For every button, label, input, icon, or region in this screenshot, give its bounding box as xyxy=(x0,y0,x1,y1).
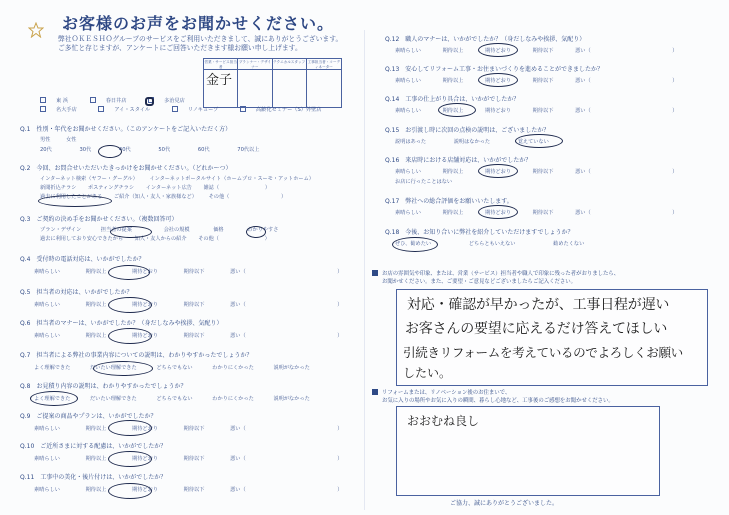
option-bad[interactable]: 悪い（ xyxy=(230,269,246,275)
option-no-explanation[interactable]: 説明がなかった xyxy=(273,365,310,371)
logo-mark xyxy=(28,22,44,38)
staff-header-construction: 工事担当者・コーディネーター xyxy=(307,60,341,69)
comment2-bullet-icon xyxy=(372,389,378,395)
intro-text xyxy=(58,35,342,53)
option-company-size[interactable]: 会社の規模 xyxy=(163,227,190,233)
option-above[interactable]: 期待以上 xyxy=(85,487,107,493)
question-q15 xyxy=(385,127,549,145)
question-label: Q.4 受付時の電話対応は、いかがでしたか？ xyxy=(20,256,145,263)
question-label: Q.16 来店時における店舗対応は、いかがでしたか？ xyxy=(385,157,532,164)
option-undecided[interactable]: どちらともいえない xyxy=(468,241,516,247)
option-excellent[interactable]: 素晴らしい xyxy=(34,456,60,462)
page-title: お客様のお声をお聞かせください。 xyxy=(62,14,335,33)
option-mostly-understood[interactable]: だいたい理解できた xyxy=(89,365,137,371)
question-label: Q.5 担当者の対応は、いかがでしたか？ xyxy=(20,289,133,296)
option-other-close: ） xyxy=(264,236,270,242)
option-below[interactable]: 期待以下 xyxy=(183,426,205,432)
option-excellent[interactable]: 素晴らしい xyxy=(395,48,421,54)
option-above[interactable]: 期待以上 xyxy=(85,456,107,462)
option-30s[interactable]: 30代 xyxy=(79,147,92,153)
comment1-hand-line-3: 引続きリフォームを考えているのでよろしくお願い xyxy=(403,345,683,360)
option-magazine[interactable]: 雑誌（ xyxy=(203,185,220,191)
option-below[interactable]: 期待以下 xyxy=(183,269,205,275)
option-expected[interactable]: 期待どおり xyxy=(132,456,158,462)
option-hard-to-understand[interactable]: わかりにくかった xyxy=(212,365,254,371)
question-q5 xyxy=(20,289,343,308)
option-excellent[interactable]: 素晴らしい xyxy=(395,108,421,114)
option-staff-proposal[interactable]: 担当者の提案 xyxy=(100,227,132,233)
option-excellent[interactable]: 素晴らしい xyxy=(395,78,421,84)
question-label: Q.3 ご契約の決め手をお聞かせください。（複数回答可） xyxy=(20,216,178,223)
question-label: Q.17 弊社への総合評価をお願いいたします。 xyxy=(385,198,513,205)
option-expected[interactable]: 期待どおり xyxy=(132,333,158,339)
question-label: Q.7 担当者による弊社の事業内容についての説明は、わかりやすかったでしょうか？ xyxy=(20,352,253,359)
option-not-recommend[interactable]: 勧めたくない xyxy=(553,241,585,247)
question-label: Q.1 性別・年代をお聞かせください。（このアンケートをご記入いただく方） xyxy=(20,126,232,133)
option-above[interactable]: 期待以上 xyxy=(442,169,464,175)
option-expected[interactable]: 期待どおり xyxy=(485,108,511,114)
option-bad[interactable]: 悪い（ xyxy=(575,210,591,216)
comment2-hand-line-1: おおむね良し xyxy=(407,414,480,428)
option-neutral[interactable]: どちらでもない xyxy=(156,365,193,371)
store-label: リノキューブ xyxy=(187,107,219,113)
question-q7 xyxy=(20,352,310,371)
option-friend-referral[interactable]: 知人・友人からの紹介 xyxy=(134,236,187,242)
question-label: Q.10 ご近所さまに対する配慮は、いかがでしたか？ xyxy=(20,443,167,450)
option-expected[interactable]: 期待どおり xyxy=(132,487,158,493)
question-label: Q.8 お見積り内容の説明は、わかりやすかったでしょうか？ xyxy=(20,383,187,390)
option-expected[interactable]: 期待どおり xyxy=(132,426,158,432)
option-above[interactable]: 期待以上 xyxy=(85,269,107,275)
option-not-explained[interactable]: 説明はなかった xyxy=(453,139,491,145)
option-neutral[interactable]: どちらでもない xyxy=(156,396,193,402)
comment2-prompt-line-2: お気に入りの場所やお気に入りの瞬間、暮らし心地など、工事後のご感想をお聞かせください。 xyxy=(382,398,614,404)
staff-header-technical: テクニカルスタッフ xyxy=(273,59,307,70)
option-bad[interactable]: 悪い（ xyxy=(230,487,246,493)
question-label: Q.9 ご提案の商品やプランは、いかがでしたか？ xyxy=(20,413,157,420)
option-below[interactable]: 期待以下 xyxy=(183,456,205,462)
footer-thanks: ご協力、誠にありがとうございました。 xyxy=(450,500,559,507)
option-dont-remember[interactable]: 覚えていない xyxy=(517,139,549,145)
option-bad-close: ） xyxy=(672,169,678,175)
intro-line-1: 弊社ＯＫＥＳＨＯグループのサービスをご利用いただきまして、誠にありがとうございます。 xyxy=(58,35,343,43)
store-label: 東 浜 xyxy=(56,98,69,104)
option-bad[interactable]: 悪い（ xyxy=(230,426,246,432)
question-q4 xyxy=(20,256,343,275)
option-below[interactable]: 期待以下 xyxy=(532,108,554,114)
option-understood-well[interactable]: よく理解できた xyxy=(34,396,71,402)
question-label: Q.15 お引渡し時に次回の点検の説明は、ございましたか？ xyxy=(385,127,550,134)
option-bad[interactable]: 悪い（ xyxy=(575,78,591,84)
question-label: Q.14 工事の仕上がり具合は、いかがでしたか？ xyxy=(385,96,520,103)
option-hard-to-understand[interactable]: わかりにくかった xyxy=(212,396,254,402)
store-checkbox[interactable] xyxy=(240,106,246,112)
option-60s[interactable]: 60代 xyxy=(197,147,210,153)
store-label: 高齢化セミナー（S）外壁店 xyxy=(255,107,322,113)
option-mostly-understood[interactable]: だいたい理解できた xyxy=(89,396,137,402)
option-excellent[interactable]: 素晴らしい xyxy=(34,302,60,308)
question-q16 xyxy=(385,157,678,185)
option-explained[interactable]: 説明はあった xyxy=(395,139,427,145)
option-below[interactable]: 期待以下 xyxy=(532,169,554,175)
option-magazine-close: ） xyxy=(264,185,271,191)
option-below[interactable]: 期待以下 xyxy=(532,210,554,216)
option-expected[interactable]: 期待どおり xyxy=(485,78,511,84)
option-bad-close: ） xyxy=(672,78,678,84)
option-portal-site[interactable]: インターネットポータルサイト（ホームプロ・スーモ・アットホーム） xyxy=(149,176,314,182)
store-label: 多治見店 xyxy=(164,98,185,104)
question-q18 xyxy=(385,229,584,247)
question-label: Q.2 今回、お問合せいただいたきっかけをお聞かせください。（どれかーつ） xyxy=(20,165,232,172)
question-label: Q.18 今後、お知り合いに弊社を紹介していただけますでしょうか？ xyxy=(385,229,574,236)
option-trusted-before[interactable]: 過去に利用しており安心できたから xyxy=(40,236,124,242)
question-q11 xyxy=(20,474,343,493)
comment1-prompt-line-1: お店の雰囲気や印象、または、営業（サービス）担当者や職人で印象に残った者がおりましたら、 xyxy=(382,271,620,277)
store-checkbox[interactable] xyxy=(98,106,104,112)
question-label: Q.13 安心してリフォーム工事・お住まいづくりを進めることができましたか？ xyxy=(385,66,603,73)
option-bad[interactable]: 悪い（ xyxy=(230,456,246,462)
option-excellent[interactable]: 素晴らしい xyxy=(34,333,60,339)
question-label: Q.6 担当者のマナーは、いかがでしたか？（身だしなみや挨拶、気配り） xyxy=(20,320,223,327)
option-expected[interactable]: 期待どおり xyxy=(485,169,511,175)
option-expected[interactable]: 期待どおり xyxy=(485,48,511,54)
option-bad[interactable]: 悪い（ xyxy=(575,169,591,175)
option-below[interactable]: 期待以下 xyxy=(183,333,205,339)
option-never-visited[interactable]: お店に行ったことはない xyxy=(395,179,453,185)
option-clarity[interactable]: わかりやすさ xyxy=(247,227,279,233)
option-past-user[interactable]: 過去に利用したことがある xyxy=(40,194,103,200)
option-no-explanation[interactable]: 説明がなかった xyxy=(273,396,310,402)
option-bad-close: ） xyxy=(337,456,343,462)
option-other[interactable]: その他（ xyxy=(208,194,230,200)
question-label: Q.12 職人のマナーは、いかがでしたか？（身だしなみや挨拶、気配り） xyxy=(385,36,586,43)
question-q10 xyxy=(20,443,343,462)
comment1-box[interactable] xyxy=(396,289,708,386)
comment2-prompt xyxy=(372,389,614,405)
option-posting-flyer[interactable]: ポスティングチラシ xyxy=(87,185,135,191)
option-excellent[interactable]: 素晴らしい xyxy=(34,426,60,432)
option-understood-well[interactable]: よく理解できた xyxy=(34,365,71,371)
option-below[interactable]: 期待以下 xyxy=(183,487,205,493)
option-bad[interactable]: 悪い（ xyxy=(575,48,591,54)
option-above[interactable]: 期待以上 xyxy=(85,333,107,339)
column-divider xyxy=(364,30,365,510)
option-bad-close: ） xyxy=(337,302,343,308)
option-50s[interactable]: 50代 xyxy=(158,147,171,153)
option-male[interactable]: 男性 xyxy=(40,137,51,143)
staff-header-sales: 営業・サービス担当者 xyxy=(204,60,237,69)
option-bad-close: ） xyxy=(337,426,343,432)
option-bad-close: ） xyxy=(672,48,678,54)
option-web-search[interactable]: インターネット検索（ヤフー・グーグル） xyxy=(40,176,138,182)
option-referral[interactable]: ご紹介（知人・友人・家族様など） xyxy=(113,194,197,200)
store-label: アイ・スタイル xyxy=(114,107,151,113)
intro-line-2: ご多忙と存じますが、アンケートにご回答いただきます様お願い申し上げます。 xyxy=(58,44,302,52)
option-above[interactable]: 期待以上 xyxy=(442,210,464,216)
store-checkbox[interactable] xyxy=(40,97,46,103)
question-q8 xyxy=(20,383,310,402)
comment1-hand-line-2: お客さんの要望に応えるだけ答えてほしい xyxy=(405,321,668,337)
store-checkbox[interactable] xyxy=(90,97,96,103)
question-q17 xyxy=(385,198,678,216)
option-expected[interactable]: 期待どおり xyxy=(132,302,158,308)
option-web-ad[interactable]: インターネット広告 xyxy=(145,185,192,191)
staff-header-planner: プランナー・デザイナー xyxy=(238,60,271,69)
question-q13 xyxy=(385,66,678,84)
option-above[interactable]: 期待以上 xyxy=(85,302,107,308)
option-expected[interactable]: 期待どおり xyxy=(485,210,511,216)
option-below[interactable]: 期待以下 xyxy=(183,302,205,308)
question-q9 xyxy=(20,413,343,432)
option-40s[interactable]: 40代 xyxy=(118,147,131,153)
option-plan-design[interactable]: プラン・デザイン xyxy=(40,227,82,233)
comment1-prompt xyxy=(372,270,619,286)
comment2-box[interactable] xyxy=(396,406,660,496)
option-newspaper-flyer[interactable]: 新聞折込チラシ xyxy=(40,185,77,191)
option-bad[interactable]: 悪い（ xyxy=(230,302,246,308)
option-above[interactable]: 期待以上 xyxy=(442,108,464,114)
comment1-bullet-icon xyxy=(372,270,378,276)
option-other[interactable]: その他（ xyxy=(198,236,219,242)
option-expected[interactable]: 期待どおり xyxy=(132,269,158,275)
question-q12 xyxy=(385,36,678,54)
option-20s[interactable]: 20代 xyxy=(40,147,52,153)
option-other-close: ） xyxy=(281,194,287,200)
option-bad-close: ） xyxy=(337,487,343,493)
question-q3 xyxy=(20,216,278,242)
comment1-hand-line-1: 対応・確認が早かったが、工事日程が遅い xyxy=(407,297,670,313)
store-checkbox[interactable] xyxy=(172,106,178,112)
option-definitely-recommend[interactable]: ぜひ、勧めたい xyxy=(395,241,432,247)
option-above[interactable]: 期待以上 xyxy=(85,426,107,432)
question-q1 xyxy=(20,126,259,153)
question-q6 xyxy=(20,320,343,339)
option-excellent[interactable]: 素晴らしい xyxy=(34,487,60,493)
option-bad-close: ） xyxy=(672,108,678,114)
option-bad-close: ） xyxy=(337,269,343,275)
option-70s[interactable]: 70代以上 xyxy=(237,147,260,153)
option-bad[interactable]: 悪い（ xyxy=(230,333,246,339)
option-below[interactable]: 期待以下 xyxy=(532,78,554,84)
option-female[interactable]: 女性 xyxy=(66,137,77,143)
option-price[interactable]: 価格 xyxy=(213,227,224,233)
question-q14 xyxy=(385,96,678,114)
option-excellent[interactable]: 素晴らしい xyxy=(395,169,421,175)
option-above[interactable]: 期待以上 xyxy=(442,78,464,84)
comment1-hand-line-4: したい。 xyxy=(403,366,452,380)
staff-sales-name: 金子 xyxy=(206,73,233,88)
store-checkbox[interactable] xyxy=(40,106,46,112)
store-check-mark xyxy=(145,97,154,106)
option-bad-close: ） xyxy=(672,210,678,216)
comment2-prompt-line-1: リフォームまたは、リノベーション後のお住まいで、 xyxy=(382,390,511,396)
store-list xyxy=(40,97,341,115)
option-excellent[interactable]: 素晴らしい xyxy=(34,269,60,275)
option-bad[interactable]: 悪い（ xyxy=(575,108,591,114)
store-label: 名大手店 xyxy=(56,107,77,113)
comment1-prompt-line-2: お聞かせください。また、ご要望・ご意見などございましたらご記入ください。 xyxy=(382,279,577,285)
question-label: Q.11 工事中の美化・後片付けは、いかがでしたか？ xyxy=(20,474,167,481)
store-label: 春日井店 xyxy=(105,98,127,104)
question-q2 xyxy=(20,165,314,200)
option-below[interactable]: 期待以下 xyxy=(532,48,554,54)
option-excellent[interactable]: 素晴らしい xyxy=(395,210,421,216)
option-above[interactable]: 期待以上 xyxy=(442,48,464,54)
option-bad-close: ） xyxy=(337,333,343,339)
